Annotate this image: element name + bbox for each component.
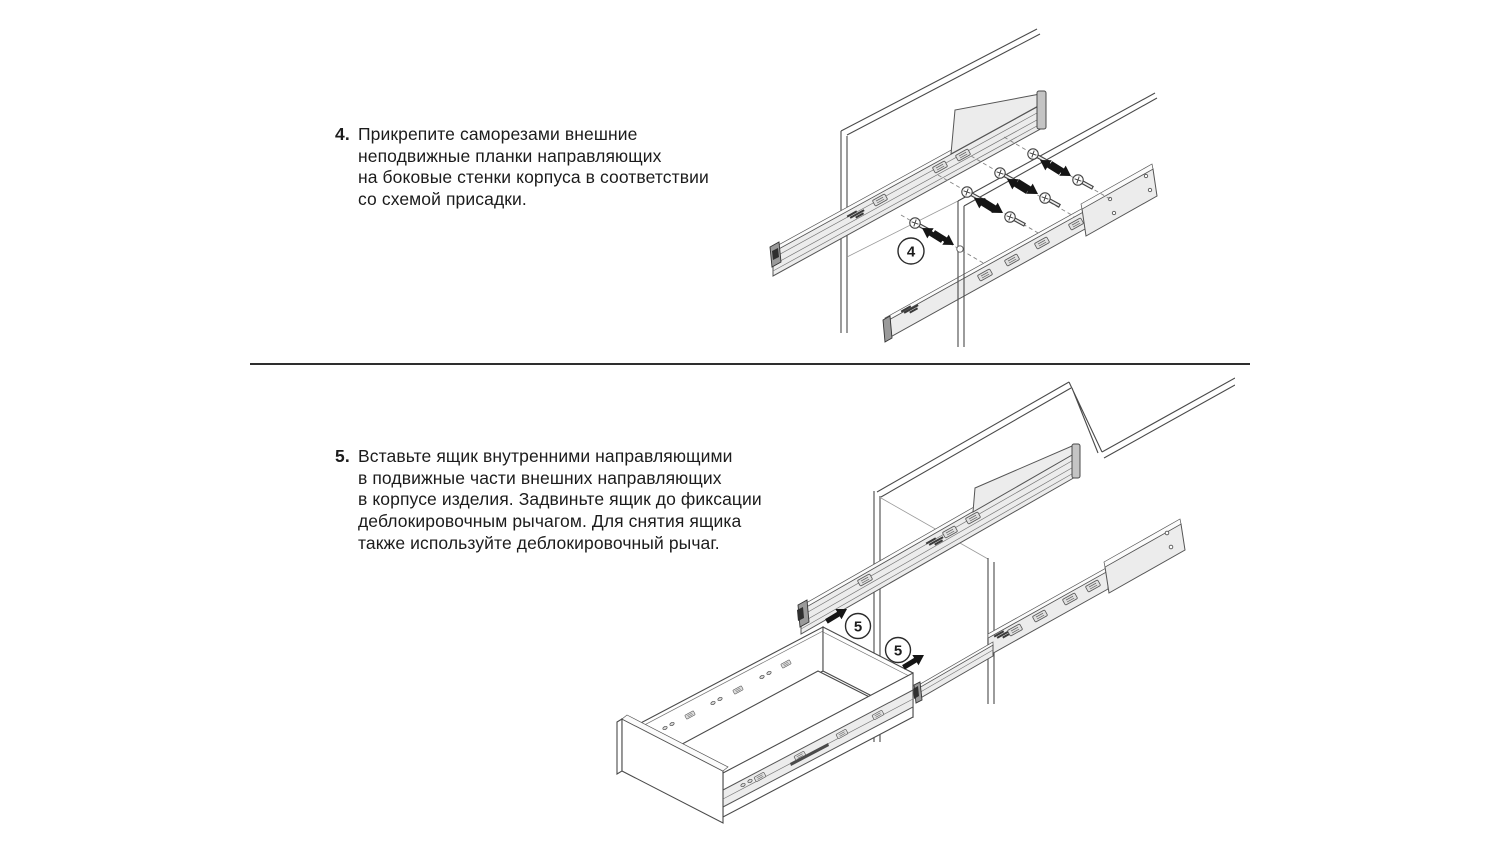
step-4-callout — [898, 238, 924, 264]
section-divider — [250, 363, 1250, 365]
mounted-slide-left-extended — [797, 444, 1080, 634]
step-5-line-5: также используйте деблокировочный рычаг. — [358, 532, 720, 553]
step-4-diagram — [755, 0, 1175, 358]
cabinet-carcass — [841, 29, 1157, 333]
screw-icon — [1005, 212, 1025, 225]
step-4-line-1: Прикрепите саморезами внешние — [358, 124, 638, 144]
drawer-front-side — [617, 719, 622, 774]
step-5-callout — [886, 638, 911, 663]
drawer — [617, 627, 913, 823]
slide-rear-cap — [1037, 91, 1046, 129]
screw-icon — [1073, 175, 1093, 188]
alignment-dashed-lines — [901, 137, 1110, 264]
step-5-line-3: в корпусе изделия. Задвиньте ящик до фиксации — [358, 489, 762, 510]
screw-icon — [1028, 149, 1048, 162]
screw-icon — [962, 187, 982, 200]
step-4-line-4: со схемой присадки. — [358, 189, 527, 210]
rail-end-cap — [883, 316, 892, 342]
step-4-number: 4. — [335, 124, 350, 144]
fixed-rail-right — [988, 519, 1185, 656]
pilot-hole — [957, 246, 963, 252]
cabinet-middle-post — [958, 201, 964, 347]
step-4-line-2: неподвижные планки направляющих — [358, 145, 662, 166]
step-5-line-1: Вставьте ящик внутренними направляющими — [358, 446, 733, 466]
slide-rear-cap — [1072, 444, 1080, 478]
svg-text:4: 4 — [906, 243, 916, 261]
step-5-callout — [846, 614, 871, 639]
step-5-number: 5. — [335, 446, 350, 466]
step-4-text — [358, 124, 709, 211]
inner-rail-piece — [913, 642, 993, 703]
screw-icon — [1040, 193, 1060, 206]
step-5-line-2: в подвижные части внешних направляющих — [358, 467, 722, 488]
svg-text:5: 5 — [853, 618, 863, 636]
step-4-instructions — [335, 124, 709, 211]
step-5-line-4: деблокировочным рычагом. Для снятия ящика — [358, 511, 742, 532]
step-5-diagram — [595, 374, 1235, 844]
step-4-line-3: на боковые стенки корпуса в соответствии — [358, 167, 709, 188]
svg-text:5: 5 — [893, 642, 903, 660]
